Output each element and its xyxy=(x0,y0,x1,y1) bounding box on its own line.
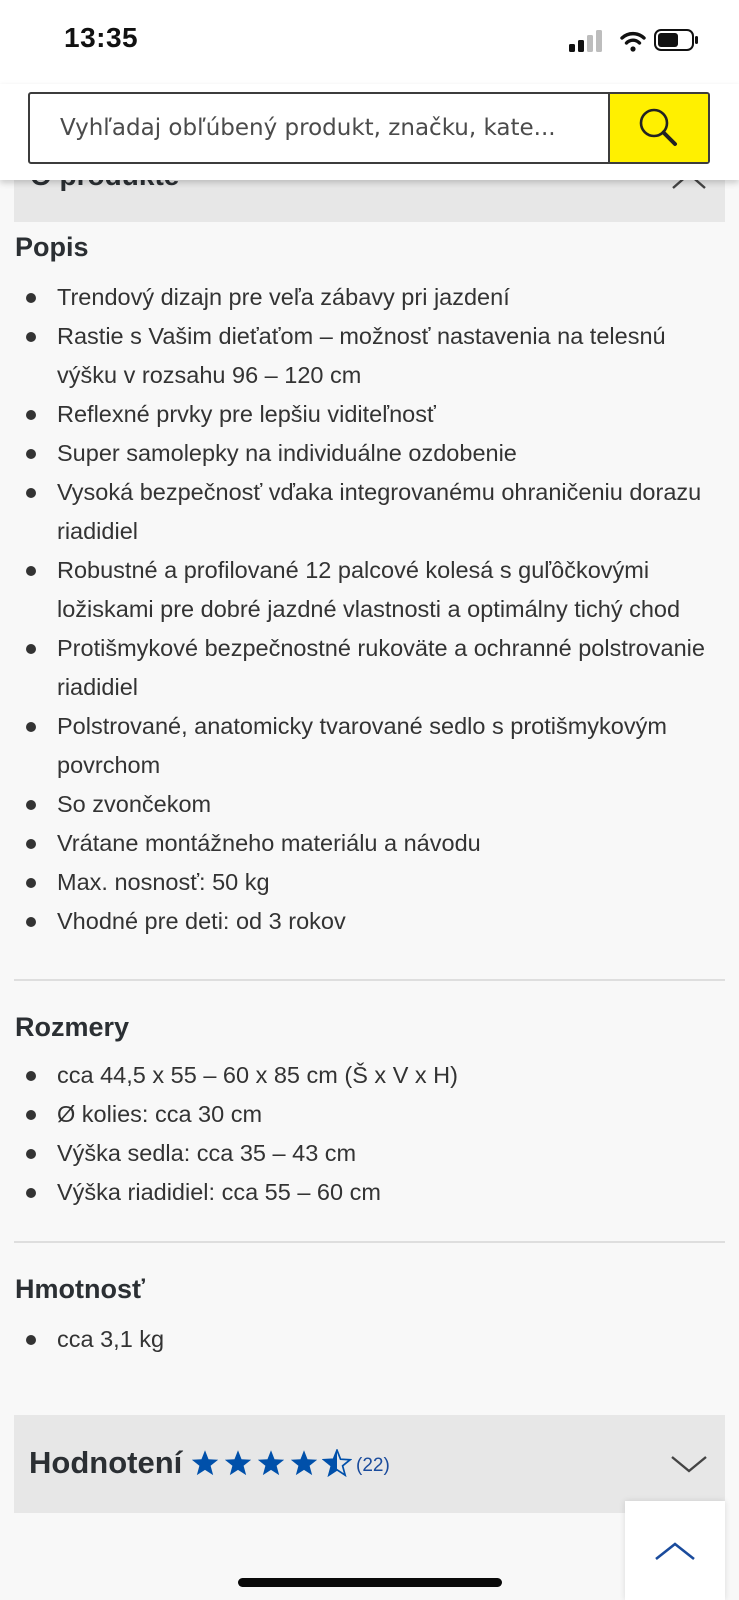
rating-title: Hodnotení xyxy=(29,1445,183,1480)
search-box xyxy=(28,92,710,164)
star-icon xyxy=(223,1449,253,1477)
group-title-hmotnost: Hmotnosť xyxy=(15,1274,145,1304)
divider xyxy=(14,979,725,981)
list-item: Výška sedla: cca 35 – 43 cm xyxy=(0,1134,739,1173)
wifi-icon xyxy=(622,34,644,52)
rating-count: (22) xyxy=(356,1455,390,1476)
rozmery-list xyxy=(0,1056,739,1212)
star-icon xyxy=(289,1449,319,1477)
group-title-rozmery: Rozmery xyxy=(15,1012,130,1042)
star-icon xyxy=(190,1449,220,1477)
list-item: cca 44,5 x 55 – 60 x 85 cm (Š x V x H) xyxy=(0,1056,739,1095)
list-item: Polstrované, anatomicky tvarované sedlo s protišmykovým povrchom xyxy=(0,707,739,785)
battery-icon xyxy=(655,30,698,50)
list-item: cca 3,1 kg xyxy=(0,1320,739,1359)
list-item: Max. nosnosť: 50 kg xyxy=(0,863,739,902)
list-item: Vhodné pre deti: od 3 rokov xyxy=(0,902,739,941)
star-icon xyxy=(256,1449,286,1477)
list-item: Reflexné prvky pre lepšiu viditeľnosť xyxy=(0,395,739,434)
divider xyxy=(14,1241,725,1243)
status-bar xyxy=(0,0,739,84)
hmotnost-list xyxy=(0,1320,739,1359)
list-item: Vrátane montážneho materiálu a návodu xyxy=(0,824,739,863)
list-item: So zvončekom xyxy=(0,785,739,824)
list-item: Rastie s Vašim dieťaťom – možnosť nastavenia na telesnú výšku v rozsahu 96 – 120 cm xyxy=(0,317,739,395)
list-item: Protišmykové bezpečnostné rukoväte a ochranné polstrovanie riadidiel xyxy=(0,629,739,707)
search-input[interactable] xyxy=(30,94,612,162)
chevron-up-icon xyxy=(653,1539,697,1563)
popis-list xyxy=(0,278,739,941)
home-indicator xyxy=(238,1578,502,1587)
list-item: Super samolepky na individuálne ozdobenie xyxy=(0,434,739,473)
signal-icon xyxy=(569,30,602,52)
group-title-popis: Popis xyxy=(15,232,89,262)
list-item: Ø kolies: cca 30 cm xyxy=(0,1095,739,1134)
star-rating xyxy=(190,1449,352,1477)
list-item: Robustné a profilované 12 palcové kolesá s guľôčkovými ložiskami pre dobré jazdné vlastnosti a optimálny tichý chod xyxy=(0,551,739,629)
search-button[interactable] xyxy=(608,94,708,162)
list-item: Trendový dizajn pre veľa zábavy pri jazdení xyxy=(0,278,739,317)
search-header xyxy=(0,84,739,180)
rating-section-header[interactable] xyxy=(14,1415,725,1513)
scroll-to-top-button[interactable] xyxy=(625,1501,725,1600)
chevron-down-icon xyxy=(669,1453,709,1475)
status-icons xyxy=(565,26,703,56)
list-item: Vysoká bezpečnosť vďaka integrovanému ohraničeniu dorazu riadidiel xyxy=(0,473,739,551)
star-half-icon xyxy=(322,1449,352,1477)
status-time: 13:35 xyxy=(64,22,139,53)
list-item: Výška riadidiel: cca 55 – 60 cm xyxy=(0,1173,739,1212)
search-icon xyxy=(637,106,681,150)
